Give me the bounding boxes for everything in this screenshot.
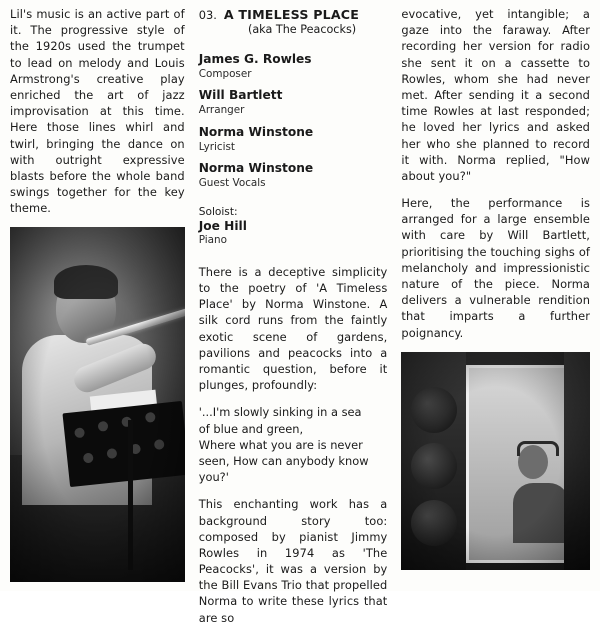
- middle-column-body: [199, 264, 388, 626]
- credit-name: Norma Winstone: [198, 161, 314, 176]
- middle-paragraph-1: There is a deceptive simplicity to the poetry of 'A Timeless Place' by Norma Winstone. A silk cord runs from the faintly exotic scene of gardens, pavilions and peacocks into a romantic question, before it plunges, profoundly:: [198, 264, 388, 393]
- credit-role: Composer: [198, 67, 252, 80]
- soloist-block: [199, 206, 388, 248]
- recording-studio-vocal-booth-photo: [401, 352, 590, 570]
- credit-name: Norma Winstone: [198, 124, 314, 139]
- lyric-line: seen, How can anybody know: [198, 453, 369, 468]
- soloist-label: Soloist:: [198, 205, 238, 218]
- left-column: [10, 6, 185, 587]
- track-heading: [199, 7, 388, 22]
- track-title: A TIMELESS PLACE: [223, 7, 360, 22]
- photo-vignette: [10, 227, 185, 582]
- credit-name: James G. Rowles: [198, 52, 312, 66]
- credit-name: Will Bartlett: [198, 88, 283, 103]
- soloist-name: Joe Hill: [198, 218, 247, 233]
- left-column-paragraph: Lil's music is an active part of it. The progressive style of the 1920s used the trumpet to lead on melody and Louis Armstrong's creative play enriched the art of jazz improvisation at this time. Here those lines whirl and twirl, bringing the dance on with outright expressive blasts before the whole band swings together for the key theme.: [10, 7, 185, 216]
- flautist-performing-photo: [10, 227, 185, 582]
- lyric-quote: [199, 404, 388, 485]
- credits-list: [199, 52, 388, 191]
- photo-vignette: [401, 352, 590, 570]
- lyric-line: you?': [198, 470, 229, 485]
- soloist-role: Piano: [198, 234, 227, 247]
- middle-paragraph-2: This enchanting work has a background story too: composed by pianist Jimmy Rowles in 1974 as 'The Peacocks', it was a version by the Bill Evans Trio that propelled Norma to write these lyrics that are so: [198, 497, 388, 625]
- credit-role: Guest Vocals: [198, 176, 266, 189]
- right-paragraph-1: evocative, yet intangible; a gaze into the faraway. After recording her version for radio she sent it on a cassette to Rowles, whom she had never met. After sending it a second time Rowles at last responded; he loved her lyrics and asked her who she planned to record it with. Norma replied, "How about you?": [401, 7, 591, 183]
- lyric-line: of blue and green,: [198, 421, 304, 436]
- credit-role: Arranger: [198, 104, 245, 117]
- credit-role: Lyricist: [198, 140, 235, 153]
- lyric-line: Where what you are is never: [198, 437, 363, 452]
- lyric-line: '...I'm slowly sinking in a sea: [198, 405, 362, 420]
- right-column: [401, 6, 590, 587]
- track-number: 03.: [198, 8, 217, 22]
- right-paragraph-2: Here, the performance is arranged for a large ensemble with care by Will Bartlett, prioritising the touching sighs of melancholy and impressionistic nature of the piece. Norma delivers a vulnerable rendition that imparts a further poignancy.: [401, 196, 591, 340]
- track-subtitle: (aka The Peacocks): [247, 23, 357, 36]
- middle-column: [198, 6, 388, 625]
